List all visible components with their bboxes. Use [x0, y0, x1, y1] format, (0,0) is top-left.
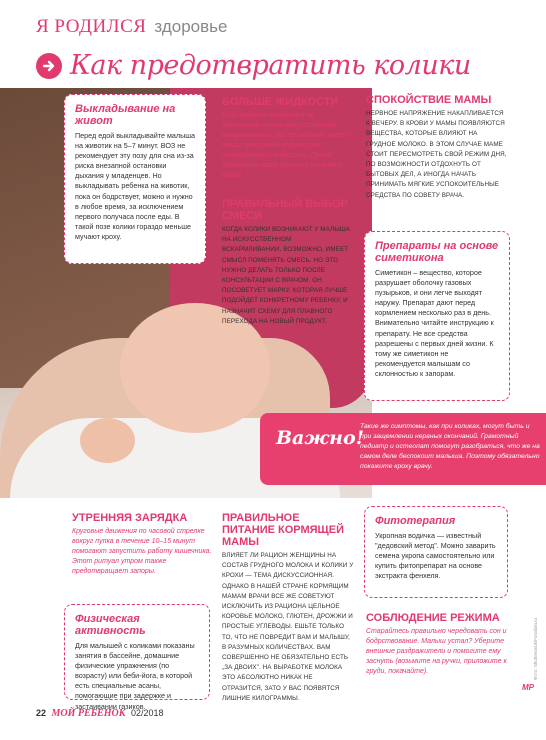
calm-mom-title: СПОКОЙСТВИЕ МАМЫ — [366, 94, 492, 106]
more-liquid-title: БОЛЬШЕ ЖИДКОСТИ — [222, 96, 339, 108]
card-belly-body: Перед едой выкладывайте малыша на животик на 5–7 минут. ВОЗ не рекомендует эту позу для сна из-за риска внезапной остановки дыхания у младенцев. Но выкладывать ребенка на животик, пока он бодрствует, можно и нужно в любое время, за исключением первого получаса после еды. В такой позе колики гораздо меньше мучают кроху. — [75, 131, 196, 241]
article-title-row — [36, 50, 471, 81]
arrow-right-icon — [36, 53, 62, 79]
magazine-logo: МР — [522, 683, 534, 692]
card-phyto — [364, 506, 508, 598]
card-phyto-title: Фитотерапия — [375, 515, 456, 527]
more-liquid-block — [222, 96, 352, 181]
page-number: 22 — [36, 708, 47, 718]
card-physical-body: Для малышей с коликами показаны занятия в бассейне, домашние физические упражнения (по возрасту) или беби-йога, в которой есть специальные асаны, помогающие при задержке и застаивании газиков. — [75, 641, 195, 711]
nutrition-body: ВЛИЯЕТ ЛИ РАЦИОН ЖЕНЩИНЫ НА СОСТАВ ГРУДНОГО МОЛОКА И КОЛИКИ У КРОХИ — ТЕМА ДИСКУССИОННАЯ. ОДНАКО В НАШЕЙ СТРАНЕ КОРМЯЩИМ МАМАМ ВРАЧИ ВСЕ ЖЕ СОВЕТУЮТ ИСКЛЮЧИТЬ ИЗ РАЦИОНА ЦЕЛЬНОЕ КОРОВЬЕ МОЛОКО, ГЛЮТЕН, ДРОЖЖИ И ПРОСТЫЕ УГЛЕВОДЫ. ЕШЬТЕ ТОЛЬКО ТО, ЧТО НЕ ПОВРЕДИТ ВАМ И МАЛЫШУ, В РАЗУМНЫХ КОЛИЧЕСТВАХ. ВАМ СОВЕРШЕННО НЕ ОБЯЗАТЕЛЬНО ЕСТЬ „ЗА ДВОИХ". НА ВЫРАБОТКЕ МОЛОКА ЭТО АБСОЛЮТНО НИКАК НЕ ОТРАЗИТСЯ, ЗАТО У ВАС ПОЯВЯТСЯ ЛИШНИЕ КИЛОГРАММЫ. — [222, 552, 354, 702]
card-physical-title: Физическая активность — [75, 613, 146, 637]
card-phyto-body: Укропная водичка — известный "дедовский метод". Можно заварить семена укропа самостоятельно или купить фитопрепарат на основе экстракта фенхеля. — [375, 531, 496, 581]
nutrition-title: ПРАВИЛЬНОЕ ПИТАНИЕ КОРМЯЩЕЙ МАМЫ — [222, 512, 345, 548]
mix-choice-title: ПРАВИЛЬНЫЙ ВЫБОР СМЕСИ — [222, 198, 348, 222]
important-label: Важно! — [276, 427, 365, 449]
important-banner — [260, 413, 546, 485]
card-belly — [64, 94, 206, 264]
card-simethicone-body: Симетикон – вещество, которое разрушает оболочку газовых пузырьков, и они легче выходят наружу. Препарат дают перед кормлением несколько раз в день. Внимательно читайте инструкцию к препарату. Не все средства разрешены с первых дней жизни. К тому же симетикон не рекомендуется малышам со склонностью к запорам. — [375, 268, 494, 378]
morning-body: Круговые движения по часовой стрелке вокруг пупка в течение 10–15 минут помогают запустить работу кишечника. Этот ритуал утром также предотвращает запоры. — [72, 528, 212, 575]
calm-mom-body: НЕРВНОЕ НАПРЯЖЕНИЕ НАКАПЛИВАЕТСЯ К ВЕЧЕРУ. В КРОВИ У МАМЫ ПОЯВЛЯЮТСЯ ВЕЩЕСТВА, КОТОРЫЕ ВЛИЯЮТ НА ГРУДНОЕ МОЛОКО. В ЭТОМ СЛУЧАЕ МАМЕ СТОИТ ПЕРЕСМОТРЕТЬ СВОЙ РЕЖИМ ДНЯ, ПО ВОЗМОЖНОСТИ ОТДОХНУТЬ ОТ БЫТОВЫХ ДЕЛ, А ИНОГДА НАЧАТЬ ПРИНИМАТЬ МЯГКИЕ УСПОКОИТЕЛЬНЫЕ СРЕДСТВА ПО СОВЕТУ ВРАЧА. — [366, 110, 507, 199]
section-tag — [36, 16, 227, 38]
regime-title: СОБЛЮДЕНИЕ РЕЖИМА — [366, 612, 500, 624]
card-physical — [64, 604, 210, 711]
section-name: Я РОДИЛСЯ — [36, 16, 147, 37]
regime-block — [366, 612, 510, 677]
calm-mom-block — [366, 94, 508, 201]
mix-choice-block — [222, 198, 352, 327]
card-simethicone — [364, 231, 510, 401]
article-title: Как предотвратить колики — [70, 50, 471, 81]
page-footer — [36, 708, 164, 719]
important-text: Такие же симптомы, как при коликах, могут быть и при защемлении нервных окончаний. Грамотный педиатр и остеопат помогут разобраться, что же на самом деле беспокоит малыша. Поэтому обязательно покажите кроху врачу. — [360, 423, 540, 470]
mix-choice-body: КОГДА КОЛИКИ ВОЗНИКАЮТ У МАЛЫША НА ИСКУССТВЕННОМ ВСКАРМЛИВАНИИ, ВОЗМОЖНО, ИМЕЕТ СМЫСЛ ПОМЕНЯТЬ СМЕСЬ. НО ЭТО НУЖНО ДЕЛАТЬ ТОЛЬКО ПОСЛЕ КОНСУЛЬТАЦИИ С ВРАЧОМ. ОН ПОСОВЕТУЕТ МАРКУ, КОТОРАЯ ЛУЧШЕ ПОДОЙДЕТ КОНКРЕТНОМУ РЕБЕНКУ, И НАЗНАЧИТ СХЕМУ ДЛЯ ПЛАВНОГО ПЕРЕХОДА НА НОВЫЙ ПРОДУКТ. — [222, 226, 351, 325]
magazine-name: МОЙ РЕБЕНОК — [51, 708, 126, 719]
card-simethicone-title: Препараты на основе симетикона — [375, 240, 499, 264]
photo-credit: Фото: Shutterstock/Fotodom.ru — [533, 617, 538, 680]
morning-block — [72, 512, 212, 577]
nutrition-block — [222, 512, 354, 704]
regime-body: Старайтесь правильно чередовать сон и бодрствование. Малыш устал? Уберите внешние раздражители и помогите ему заснуть (возьмите на ручки, приложите к груди, покачайте). — [366, 628, 507, 675]
more-liquid-body: Если ребенок находится на смешанном или на искусственном вскармливании, то при коликах имеет смысл увеличить количество потребляемой жидкости. Лучше допаивать кроху обычной питьевой водой. — [222, 112, 351, 179]
card-belly-title: Выкладывание на живот — [75, 103, 176, 127]
morning-title: УТРЕННЯЯ ЗАРЯДКА — [72, 512, 188, 524]
subsection-name: здоровье — [154, 17, 228, 36]
issue-number: 02/2018 — [131, 708, 164, 718]
